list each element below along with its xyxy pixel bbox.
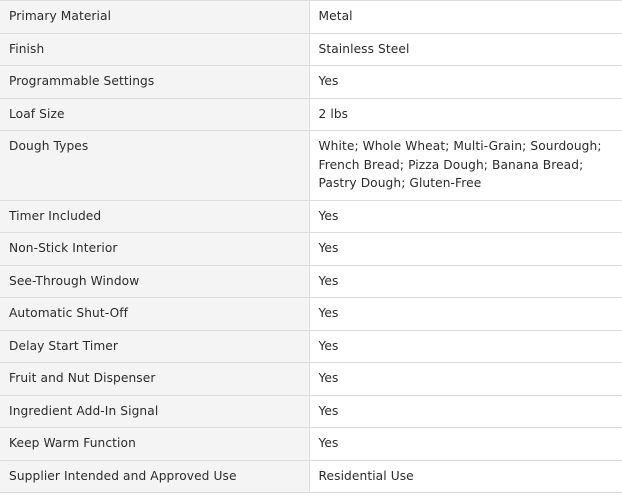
spec-label: Automatic Shut-Off	[0, 298, 309, 331]
spec-value: Yes	[309, 330, 622, 363]
table-row	[0, 98, 622, 131]
table-row	[0, 395, 622, 428]
spec-value: Yes	[309, 265, 622, 298]
table-row	[0, 1, 622, 34]
table-row	[0, 298, 622, 331]
spec-label: Fruit and Nut Dispenser	[0, 363, 309, 396]
spec-label: See-Through Window	[0, 265, 309, 298]
table-row	[0, 460, 622, 493]
table-row	[0, 233, 622, 266]
spec-label: Non-Stick Interior	[0, 233, 309, 266]
table-row	[0, 33, 622, 66]
spec-value: Stainless Steel	[309, 33, 622, 66]
spec-label: Primary Material	[0, 1, 309, 34]
spec-value: Yes	[309, 363, 622, 396]
table-row	[0, 131, 622, 201]
table-row	[0, 200, 622, 233]
spec-label: Programmable Settings	[0, 66, 309, 99]
spec-label: Ingredient Add-In Signal	[0, 395, 309, 428]
spec-value: Metal	[309, 1, 622, 34]
spec-label: Supplier Intended and Approved Use	[0, 460, 309, 493]
spec-value: Yes	[309, 66, 622, 99]
spec-value: Yes	[309, 233, 622, 266]
table-row	[0, 330, 622, 363]
spec-value: Yes	[309, 298, 622, 331]
spec-label: Dough Types	[0, 131, 309, 201]
spec-value: 2 lbs	[309, 98, 622, 131]
table-row	[0, 265, 622, 298]
table-row	[0, 428, 622, 461]
spec-label: Delay Start Timer	[0, 330, 309, 363]
table-row	[0, 363, 622, 396]
spec-label: Keep Warm Function	[0, 428, 309, 461]
spec-label: Finish	[0, 33, 309, 66]
spec-value: Yes	[309, 428, 622, 461]
spec-value: Yes	[309, 395, 622, 428]
spec-value: Residential Use	[309, 460, 622, 493]
table-row	[0, 66, 622, 99]
spec-label: Timer Included	[0, 200, 309, 233]
spec-value: Yes	[309, 200, 622, 233]
spec-label: Loaf Size	[0, 98, 309, 131]
spec-value: White; Whole Wheat; Multi-Grain; Sourdough; French Bread; Pizza Dough; Banana Bread; Pastry Dough; Gluten-Free	[309, 131, 622, 201]
